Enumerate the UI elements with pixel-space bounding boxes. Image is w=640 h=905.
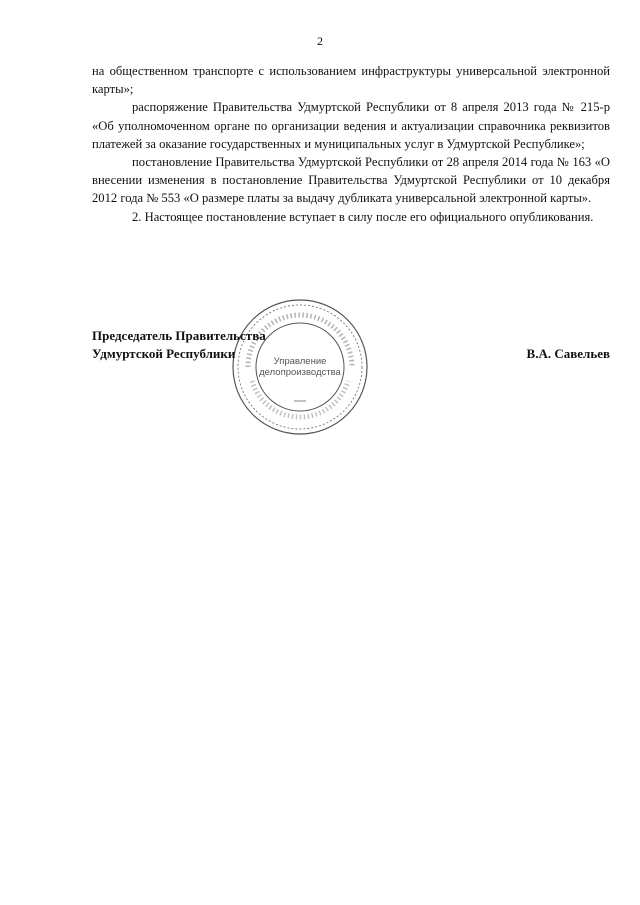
signatory-title-line-2: Удмуртской Республики	[92, 346, 236, 361]
paragraph-order-215r: распоряжение Правительства Удмуртской Республики от 8 апреля 2013 года № 215-р «Об уполномоченном органе по организации ведения и актуализации справочника реквизитов платежей за оказание государственных и муниципальных услуг в Удмуртской Республике»;	[92, 100, 610, 151]
paragraph-effective-date: 2. Настоящее постановление вступает в силу после его официального опубликования.	[132, 209, 594, 224]
signature-block	[92, 327, 610, 363]
document-body	[92, 62, 610, 226]
paragraph-resolution-163: постановление Правительства Удмуртской Республики от 28 апреля 2014 года № 163 «О внесении изменения в постановление Правительства Удмуртской Республики от 10 декабря 2012 года № 553 «О размере платы за выдачу дубликата универсальной электронной карты».	[92, 155, 610, 206]
stamp-line-1: Управление	[273, 356, 327, 367]
official-stamp	[230, 297, 370, 437]
paragraph-continuation: на общественном транспорте с использованием инфраструктуры универсальной электронной карты»;	[92, 64, 610, 97]
page-number: 2	[317, 34, 323, 48]
stamp-line-2: делопроизводства	[259, 367, 341, 378]
signatory-title-line-1: Председатель Правительства	[92, 328, 266, 343]
signatory-name: В.А. Савельев	[526, 346, 610, 361]
stamp-seal-icon	[230, 297, 370, 437]
